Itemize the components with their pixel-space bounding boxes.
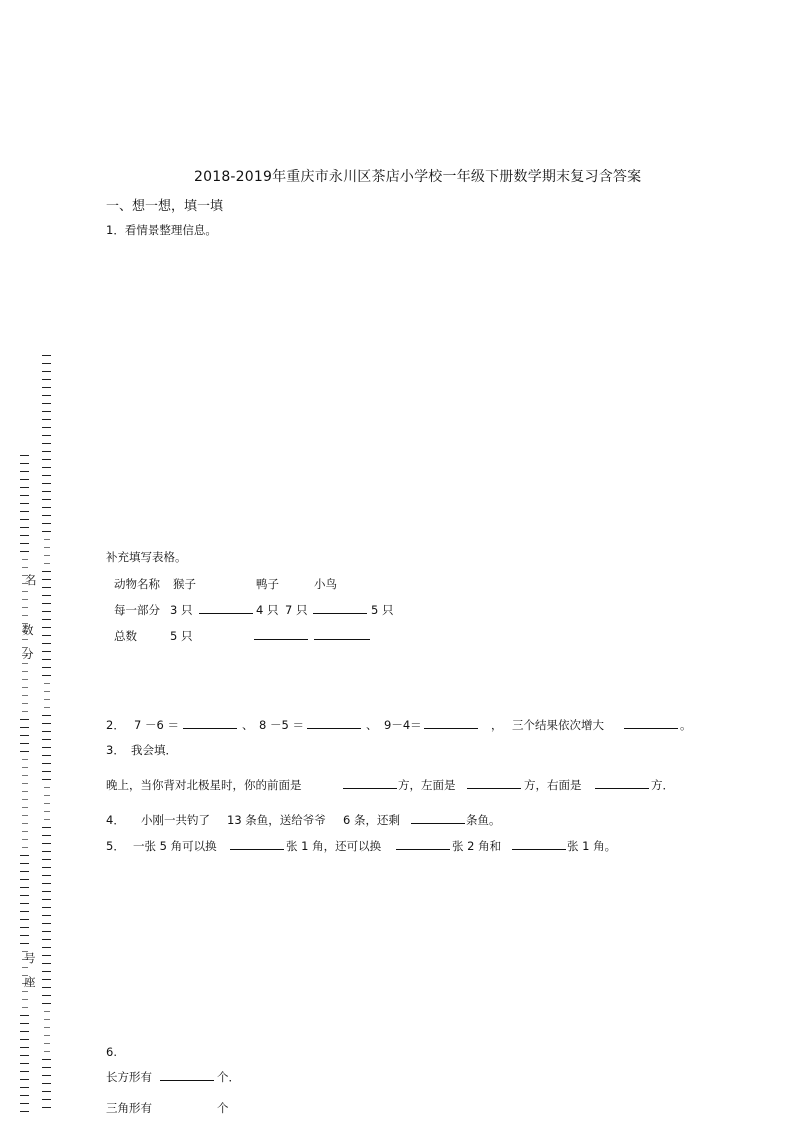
margin-dash [22,591,28,592]
margin-dash [42,587,51,588]
margin-dash [20,879,29,880]
margin-dash [42,395,51,396]
margin-dash [42,491,51,492]
margin-dash [42,875,51,876]
margin-dash [20,927,29,928]
question-5-blank-3[interactable] [512,848,566,850]
margin-dash [44,803,50,804]
margin-dash [42,483,51,484]
question-2-tail: 三个结果依次增大 [512,718,604,732]
margin-dash [22,711,28,712]
binding-margin-dashes-left [20,455,30,1115]
table-row1-bird-blank[interactable] [313,612,367,614]
margin-dash [22,847,28,848]
question-2-expr-3: 9－4＝ [384,718,422,732]
margin-dash [42,1067,51,1068]
margin-seat-label-1: 号 [24,951,36,965]
margin-dash [22,767,28,768]
margin-dash [42,963,51,964]
question-3-text-1: 晚上，当你背对北极星时，你的前面是 [106,778,302,792]
margin-dash [44,555,50,556]
margin-dash [20,463,29,464]
table-row1-duck-value-1: 4 只 [256,603,279,617]
margin-dash [20,735,29,736]
margin-dash [42,755,51,756]
margin-dash [22,679,28,680]
table-header-duck: 鸭子 [256,577,279,591]
margin-dash [42,411,51,412]
question-3-blank-1[interactable] [343,787,397,789]
question-4-text-3: 6 条，还剩 [343,813,400,827]
question-2-expr-1: 7 －6 ＝ [134,718,179,732]
margin-dash [22,831,28,832]
margin-dash [42,507,51,508]
question-2-end: 。 [680,718,692,732]
margin-dash [20,1023,29,1024]
margin-dash [22,759,28,760]
margin-dash [22,815,28,816]
question-3-text-4: 方． [651,778,674,792]
question-1-instruction: 补充填写表格。 [106,550,187,564]
margin-dash [22,663,28,664]
margin-dash [44,563,50,564]
table-row2-monkey-value: 5 只 [170,629,193,643]
question-2-blank-3[interactable] [424,727,478,729]
margin-dash [42,523,51,524]
margin-dash [42,531,51,532]
margin-dash [22,791,28,792]
question-5-text-2: 张 1 角，还可以换 [286,839,382,853]
margin-dash [20,1055,29,1056]
margin-dash [42,771,51,772]
margin-dash [42,939,51,940]
margin-dash [22,639,28,640]
margin-dash [42,403,51,404]
margin-dash [20,1111,29,1112]
table-row1-bird-value: 5 只 [371,603,394,617]
margin-dash [42,779,51,780]
margin-dash [20,911,29,912]
table-header-monkey: 猴子 [173,577,196,591]
margin-dash [20,903,29,904]
margin-dash [20,471,29,472]
margin-dash [42,915,51,916]
margin-dash [20,1031,29,1032]
margin-dash [20,1087,29,1088]
margin-dash [22,599,28,600]
question-2-expr-2: 8 －5 ＝ [259,718,304,732]
margin-dash [42,1003,51,1004]
margin-dash [42,739,51,740]
margin-dash [42,627,51,628]
table-row1-monkey-blank[interactable] [199,612,253,614]
margin-dash [42,979,51,980]
margin-dash [42,667,51,668]
margin-dash [20,727,29,728]
question-3-text-2: 方，左面是 [398,778,456,792]
margin-dash [20,887,29,888]
margin-dash [22,807,28,808]
margin-dash [42,435,51,436]
margin-dash [44,795,50,796]
margin-dash [42,643,51,644]
margin-dash [44,811,50,812]
margin-dash [20,1015,29,1016]
margin-dash [20,503,29,504]
margin-dash [42,451,51,452]
question-5-blank-2[interactable] [396,848,450,850]
margin-dash [22,703,28,704]
margin-dash [44,1027,50,1028]
margin-score-label-1: 数 [22,623,34,637]
margin-dash [22,1007,28,1008]
question-4-text-1: 小刚一共钓了 [141,813,210,827]
margin-dash [42,659,51,660]
binding-margin-dashes-right [42,355,52,1115]
margin-dash [20,495,29,496]
margin-dash [42,675,51,676]
margin-dash [42,571,51,572]
section-heading: 一、想一想，填一填 [106,199,224,214]
margin-dash [42,747,51,748]
margin-dash [42,603,51,604]
margin-dash [42,843,51,844]
margin-dash [42,371,51,372]
margin-dash [20,455,29,456]
margin-dash [42,731,51,732]
margin-dash [22,999,28,1000]
margin-dash [20,1095,29,1096]
table-header-bird: 小鸟 [314,577,337,591]
margin-dash [42,883,51,884]
margin-dash [42,475,51,476]
margin-dash [20,519,29,520]
question-2-blank-1[interactable] [183,727,237,729]
margin-dash [42,1091,51,1092]
margin-dash [20,1079,29,1080]
margin-dash [22,687,28,688]
margin-dash [42,987,51,988]
question-5-text-4: 张 1 角。 [567,839,617,853]
margin-dash [22,671,28,672]
margin-dash [42,971,51,972]
margin-dash [20,751,29,752]
margin-dash [22,823,28,824]
question-6-rect-unit: 个． [217,1070,240,1084]
margin-dash [44,539,50,540]
margin-dash [22,839,28,840]
table-row2-bird-blank[interactable] [314,638,370,640]
margin-dash [22,799,28,800]
margin-dash [20,1063,29,1064]
question-6-number: 6. [106,1045,117,1059]
margin-dash [42,1075,51,1076]
question-3-blank-2[interactable] [467,787,521,789]
margin-dash [42,907,51,908]
margin-dash [20,871,29,872]
margin-dash [42,1059,51,1060]
margin-dash [42,1107,51,1108]
question-6-rect-blank[interactable] [160,1079,214,1081]
margin-dash [20,895,29,896]
margin-dash [22,967,28,968]
margin-dash [20,919,29,920]
margin-dash [42,859,51,860]
margin-dash [44,1035,50,1036]
margin-dash [44,1019,50,1020]
question-4-text-2: 13 条鱼，送给爷爷 [227,813,326,827]
margin-dash [42,955,51,956]
margin-dash [42,867,51,868]
margin-dash [42,459,51,460]
margin-dash [44,547,50,548]
table-row1-duck-value-2: 7 只 [285,603,308,617]
margin-dash [42,835,51,836]
margin-dash [22,991,28,992]
margin-dash [22,783,28,784]
margin-dash [22,567,28,568]
question-3-label: 我会填． [131,743,177,757]
margin-dash [42,715,51,716]
margin-dash [42,467,51,468]
margin-dash [22,695,28,696]
margin-dash [20,479,29,480]
question-3-blank-3[interactable] [595,787,649,789]
margin-dash [20,543,29,544]
question-6-triangle-text: 三角形有 [106,1101,152,1115]
margin-dash [42,923,51,924]
margin-dash [20,1071,29,1072]
question-2-blank-2[interactable] [307,727,361,729]
question-2-sep-2: 、 [366,718,378,732]
margin-dash [44,699,50,700]
question-3-text-3: 方，右面是 [524,778,582,792]
margin-dash [42,891,51,892]
question-4-number: 4． [106,813,125,827]
table-row1-monkey-value: 3 只 [170,603,193,617]
margin-dash [20,743,29,744]
margin-dash [20,943,29,944]
margin-dash [44,1051,50,1052]
question-3-number: 3． [106,743,125,757]
question-5-number: 5． [106,839,125,853]
margin-score-label-2: 分 [22,647,34,661]
question-1-label: 1．看情景整理信息。 [106,223,217,237]
margin-dash [42,651,51,652]
margin-dash [44,683,50,684]
margin-dash [42,579,51,580]
margin-dash [42,515,51,516]
margin-dash [42,827,51,828]
margin-dash [20,1039,29,1040]
margin-dash [22,559,28,560]
table-row2-label: 总数 [114,629,137,643]
margin-dash [42,635,51,636]
margin-dash [20,487,29,488]
question-5-text-1: 一张 5 角可以换 [133,839,217,853]
margin-dash [42,419,51,420]
margin-dash [42,947,51,948]
table-header-name: 动物名称 [114,577,160,591]
margin-dash [20,719,29,720]
question-5-blank-1[interactable] [230,848,284,850]
margin-dash [42,851,51,852]
margin-dash [22,607,28,608]
margin-dash [42,1099,51,1100]
margin-dash [42,995,51,996]
page-title: 2018-2019年重庆市永川区茶店小学校一年级下册数学期末复习含答案 [194,169,642,185]
margin-dash [20,855,29,856]
margin-dash [22,615,28,616]
margin-dash [42,355,51,356]
margin-dash [42,363,51,364]
margin-dash [44,707,50,708]
margin-dash [42,427,51,428]
margin-dash [20,511,29,512]
margin-dash [42,899,51,900]
margin-seat-label-2: 座 [24,975,36,989]
margin-dash [42,595,51,596]
table-row2-duck-blank[interactable] [254,638,308,640]
margin-dash [44,1043,50,1044]
margin-dash [20,527,29,528]
margin-dash [20,1047,29,1048]
question-2-blank-4[interactable] [624,727,678,729]
margin-dash [20,551,29,552]
question-6-rect-text: 长方形有 [106,1070,152,1084]
margin-dash [20,1103,29,1104]
question-4-blank[interactable] [411,822,465,824]
margin-dash [42,499,51,500]
margin-dash [20,535,29,536]
margin-dash [22,775,28,776]
margin-name-label: 名 [25,573,37,587]
margin-dash [42,379,51,380]
margin-dash [42,1083,51,1084]
margin-dash [42,387,51,388]
margin-dash [42,611,51,612]
margin-dash [44,819,50,820]
margin-dash [44,691,50,692]
margin-dash [42,931,51,932]
margin-dash [42,443,51,444]
question-6-triangle-unit: 个 [217,1101,229,1115]
margin-dash [20,863,29,864]
question-2-sep-1: 、 [242,718,254,732]
margin-dash [42,763,51,764]
margin-dash [44,787,50,788]
question-2-number: 2． [106,718,125,732]
table-row1-label: 每一部分 [114,603,160,617]
margin-dash [42,619,51,620]
margin-dash [20,935,29,936]
question-2-sep-3: ， [491,718,503,732]
margin-dash [44,1011,50,1012]
margin-dash [42,723,51,724]
question-5-text-3: 张 2 角和 [452,839,502,853]
question-4-text-4: 条鱼。 [466,813,501,827]
